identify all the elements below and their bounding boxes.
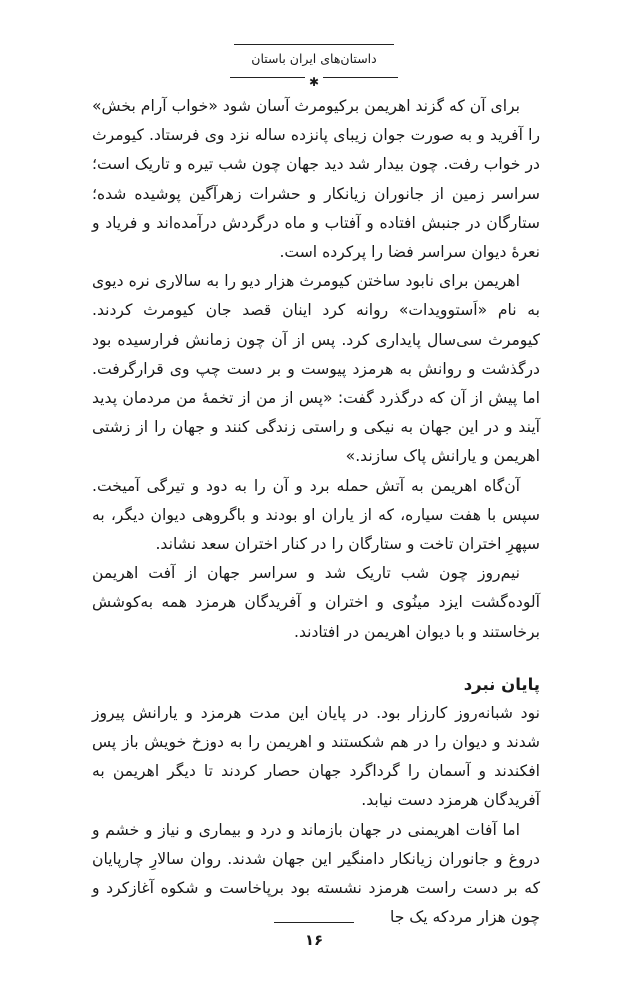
running-title: داستان‌های ایران باستان [251,51,377,66]
paragraph: اهریمن برای نابود ساختن کیومرث هزار دیو را به سالاری نره دیوی به نام «اَستوویدات» روانه کرد اینان قصد جان کیومرث کردند. کیومرث سی‌سال پایداری کرد. پس از آن چون زمانش فرارسیده بود درگذشت و روانش به هرمزد پیوست و بر دست چپ وی قرارگرفت. اما پیش از آن که درگذرد گفت: «پس از من از تخمهٔ من مردمان پدید آیند و در این جهان به نیکی و راستی زندگی کنند و جهان را از زشتی اهریمن و یارانش پاک سازند.» [92,272,540,466]
paragraph: اما آفات اهریمنی در جهان بازماند و درد و بیماری و نیاز و خشم و دروغ و جانوران زیانکار دامنگیر این جهان شدند. روان سالارِ چارپایان که بر دست راست هرمزد نشسته بود برپاخاست و شکوه آغازکرد و چون هزار مردکه یک جا [92,820,540,927]
page-footer [264,922,364,949]
paragraph: آن‌گاه اهریمن به آتش حمله برد و آن را به دود و تیرگی آمیخت. سپس با هفت سیاره، که از یاران او بودند و باگروهی دیوان دیگر، به سپهرِ اختران تاخت و ستارگان را در کنار اختران سعد نشاند. [92,476,540,554]
footer-rule [274,922,354,923]
header-ornament-row [230,71,398,89]
running-head [230,44,398,89]
asterisk-ornament-icon: ✱ [305,76,323,88]
paragraph: نیم‌روز چون شب تاریک شد و سراسر جهان از آفت اهریمن آلوده‌گشت ایزد مینُوی و اختران و آفریدگان هرمزد همه به‌کوشش برخاستند و با دیوان اهریمن در افتادند. [92,564,540,641]
paragraph: نود شبانه‌روز کارزار بود. در پایان این مدت هرمزد و یارانش پیروز شدند و دیوان را در هم شکستند و اهریمن را به دوزخ خویش باز پس افکندند و آسمان را گرداگرد جهان حصار کردند تا دیگر اهریمن به آفریدگان هرمزد دست نیابد. [92,703,540,810]
section-heading: پایان نبرد [463,674,540,694]
page-number: ۱۶ [304,931,324,949]
header-rule [234,44,394,45]
paragraph: برای آن که گزند اهریمن برکیومرث آسان شود «خواب آرام بخش» را آفرید و به صورت جوان زیبای پانزده ساله نزد وی فرستاد. کیومرث در خواب رفت. چون بیدار شد دید جهان چون شب تیره و تاریک است؛ سراسر زمین از جانوران زیانکار و حشرات زهرآگین پوشیده شده؛ ستارگان در جنبش افتاده و آفتاب و ماه درگردش درآمده‌اند و فریاد و نعرهٔ دیوان سراسر فضا را پرکرده است. [92,97,540,262]
body-text [92,92,540,932]
